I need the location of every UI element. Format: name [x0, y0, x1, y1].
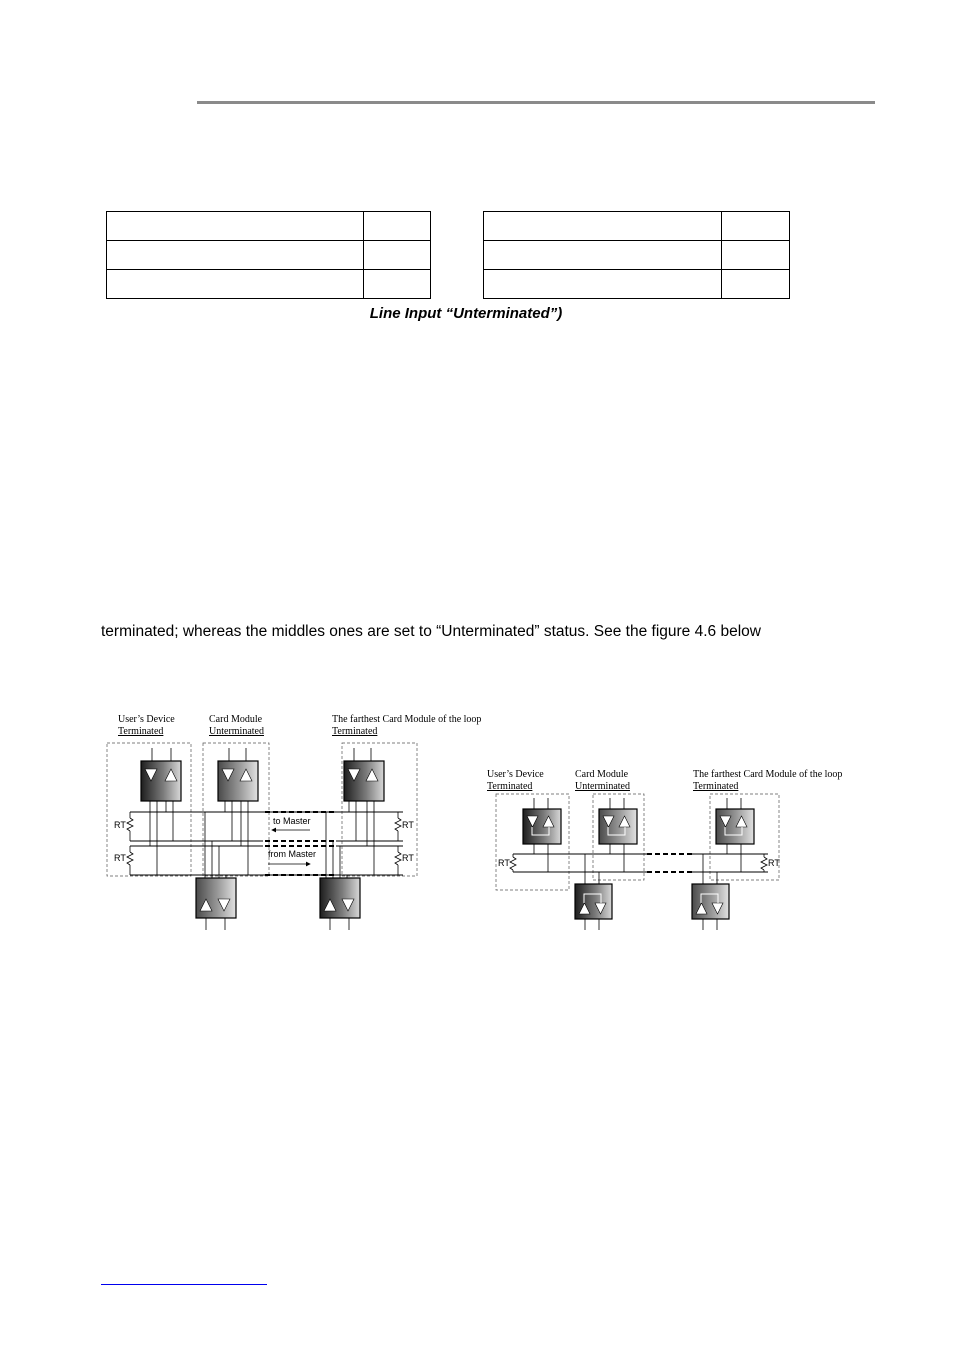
table-cell [484, 241, 722, 270]
table-cell [364, 241, 431, 270]
far-title: The farthest Card Module of the loop [332, 714, 482, 725]
transceiver-far-card [344, 761, 384, 801]
table-row [107, 241, 431, 270]
table-cell [722, 212, 790, 241]
four-wire-termination-diagram [100, 708, 500, 933]
transceiver-lower-card-2 [320, 878, 360, 918]
two-wire-termination-diagram [482, 764, 852, 932]
card-title: Card Module [575, 769, 629, 780]
table-cell [722, 241, 790, 270]
rt-label: RT [402, 853, 414, 863]
table-cell [107, 212, 364, 241]
transceiver-device [523, 809, 561, 844]
transceiver-card [599, 809, 637, 844]
settings-table-right [483, 211, 790, 299]
table-cell [107, 270, 364, 299]
resistor-right [761, 854, 767, 872]
table-cell [722, 270, 790, 299]
bus-continuation [647, 854, 692, 872]
device-status: Terminated [118, 726, 164, 737]
table-row [107, 212, 431, 241]
table-cell [107, 241, 364, 270]
settings-table-left [106, 211, 431, 299]
table-row [107, 270, 431, 299]
device-title: User’s Device [118, 714, 175, 725]
far-status: Terminated [693, 781, 739, 792]
rt-label: RT [498, 858, 510, 868]
far-status: Terminated [332, 726, 378, 737]
rt-label: RT [768, 858, 780, 868]
header-rule [197, 101, 875, 104]
table-row [484, 212, 790, 241]
table-cell [484, 270, 722, 299]
table-caption: Line Input “Unterminated”) [369, 305, 563, 322]
card-title: Card Module [209, 714, 263, 725]
rt-label: RT [114, 853, 126, 863]
resistor-right-bottom [395, 846, 401, 875]
table-cell [364, 270, 431, 299]
bus-lines [130, 812, 403, 875]
resistor-left-bottom [127, 846, 133, 875]
body-paragraph: terminated; whereas the middles ones are set to “Unterminated” status. See the figure 4.6 below [101, 623, 761, 640]
card-status: Unterminated [575, 781, 630, 792]
card-status: Unterminated [209, 726, 264, 737]
transceiver-far-card [716, 809, 754, 844]
rt-label: RT [114, 820, 126, 830]
table-row [484, 241, 790, 270]
transceiver-card [218, 761, 258, 801]
resistor-left [510, 854, 516, 872]
transceiver-device [141, 761, 181, 801]
rt-label: RT [402, 820, 414, 830]
transceiver-lower-card-1 [575, 884, 612, 919]
bus-lines [513, 854, 768, 872]
device-title: User’s Device [487, 769, 544, 780]
transceiver-lower-card-2 [692, 884, 729, 919]
resistor-left-top [127, 812, 133, 841]
resistor-right-top [395, 812, 401, 841]
table-cell [484, 212, 722, 241]
footer-link-underline[interactable] [101, 1284, 267, 1285]
to-master-label: to Master [273, 816, 311, 826]
far-title: The farthest Card Module of the loop [693, 769, 843, 780]
table-cell [364, 212, 431, 241]
table-row [484, 270, 790, 299]
device-status: Terminated [487, 781, 533, 792]
from-master-label: from Master [268, 849, 317, 859]
transceiver-lower-card-1 [196, 878, 236, 918]
